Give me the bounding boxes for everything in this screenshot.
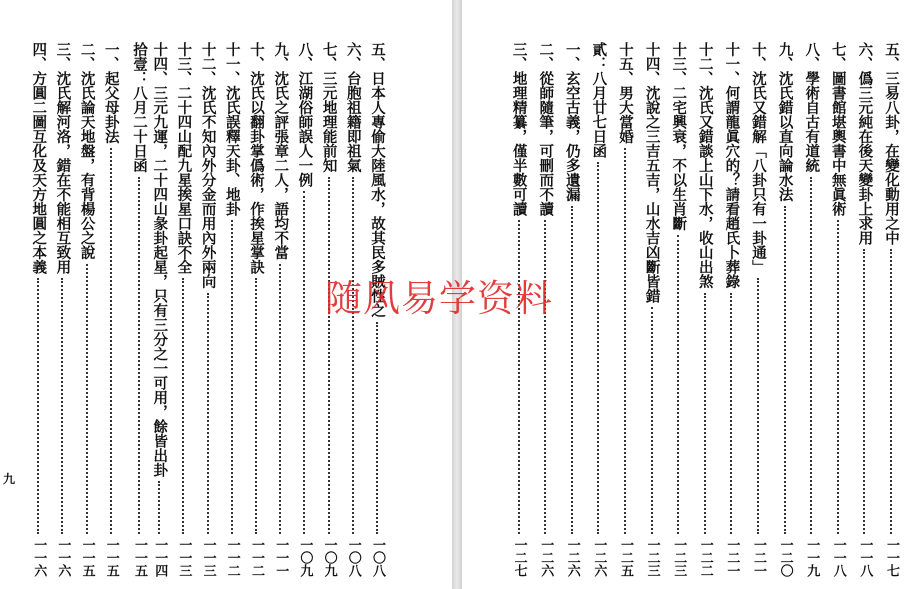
- toc-entry-title: 二、從師隨筆，可刪而不讀: [537, 42, 554, 216]
- toc-entry-title: 十四、三元九運，二十四山彖卦起星，只有三分之一可用，餘皆出卦: [151, 42, 168, 477]
- toc-entry-title: 五、三易八卦，在變化動用之中: [883, 42, 899, 245]
- dot-leader: [677, 235, 679, 534]
- right-toc-entry: [749, 0, 767, 589]
- dot-leader: [279, 264, 281, 534]
- toc-entry-title: 貳：八月廿七日函: [590, 42, 607, 158]
- left-toc-entry: [199, 0, 217, 589]
- toc-entry-page-number: 一一四: [152, 538, 168, 577]
- dot-leader: [704, 293, 706, 534]
- toc-entry-page-number: 一二六: [591, 538, 607, 577]
- dot-leader: [86, 264, 88, 534]
- toc-entry-page-number: 一二三: [671, 538, 687, 577]
- toc-entry-page-number: 一二六: [564, 538, 580, 577]
- toc-entry-title: 八、學術自古有道統: [803, 42, 820, 173]
- toc-entry-title: 八、江湖俗師誤人一例: [296, 42, 313, 187]
- toc-entry-page-number: 一一五: [103, 538, 119, 577]
- dot-leader: [757, 278, 759, 534]
- left-toc-entry: [102, 0, 120, 589]
- dot-leader: [624, 148, 626, 534]
- toc-entry-page-number: 一一七: [884, 538, 899, 577]
- right-toc-entry: [643, 0, 661, 589]
- toc-entry-title: 十一、沈氏誤釋天卦、地卦: [223, 42, 240, 216]
- right-toc-entry: [802, 0, 820, 589]
- toc-entry-title: 十、沈氏又錯解「八卦只有一卦通」: [750, 42, 766, 274]
- dot-leader: [597, 162, 599, 534]
- toc-entry-page-number: 一二六: [538, 538, 554, 577]
- toc-entry-page-number: 一一八: [830, 538, 846, 577]
- toc-entry-title: 十、沈氏以翻卦掌僞術，作挨星掌訣: [248, 42, 264, 274]
- toc-entry-title: 六、台胞祖籍即祖氣: [344, 42, 361, 173]
- left-toc-entry: [295, 0, 313, 589]
- dot-leader: [207, 293, 209, 534]
- toc-entry-title: 一、起父母卦法: [102, 42, 119, 144]
- dot-leader: [110, 148, 112, 534]
- toc-entry-title: 九、沈氏錯以直向論水法: [776, 42, 793, 202]
- toc-entry-title: 九、沈氏之評張章二人，語均不當: [272, 42, 289, 260]
- dot-leader: [651, 307, 653, 534]
- right-toc-entry: [563, 0, 581, 589]
- toc-entry-page-number: 一〇八: [345, 538, 361, 577]
- right-toc-entry: [882, 0, 900, 589]
- dot-leader: [61, 278, 63, 534]
- toc-entry-page-number: 一〇八: [370, 538, 385, 577]
- page-folio-number: 九: [3, 472, 16, 486]
- left-toc-entry: [174, 0, 192, 589]
- toc-entry-title: 三、地理精纂，僅半數可讀: [510, 42, 527, 216]
- toc-entry-title: 四、方圓二圖互化及天方地圓之本義: [30, 42, 47, 274]
- right-toc-entry: [722, 0, 740, 589]
- dot-leader: [730, 293, 732, 534]
- watermark-text: 随风易学资料: [325, 277, 553, 320]
- dot-leader: [37, 278, 39, 534]
- right-toc-entry: [589, 0, 607, 589]
- toc-entry-page-number: 一一六: [55, 538, 71, 577]
- dot-leader: [138, 177, 140, 534]
- dot-leader: [255, 278, 257, 534]
- dot-leader: [303, 191, 305, 534]
- toc-entry-title: 十三、二宅興衰，不以生肖斷: [670, 42, 687, 231]
- dot-leader: [837, 220, 839, 534]
- right-toc-entry: [855, 0, 873, 589]
- toc-entry-title: 拾壹：八月二十日函: [131, 42, 147, 173]
- toc-entry-page-number: 一一三: [176, 538, 192, 577]
- toc-entry-title: 一、玄空古義，仍多遺漏: [563, 42, 580, 202]
- dot-leader: [352, 177, 354, 534]
- toc-entry-page-number: 一二〇: [777, 538, 793, 577]
- toc-entry-title: 七、圖書館堪輿書中無眞術: [829, 42, 846, 216]
- toc-entry-title: 三、沈氏解河洛，錯在不能相互致用: [54, 42, 71, 274]
- toc-entry-page-number: 一一二: [249, 538, 264, 577]
- dot-leader: [182, 278, 184, 534]
- dot-leader: [863, 249, 865, 534]
- dot-leader: [328, 177, 330, 534]
- toc-entry-title: 十三、二十四山配九星挨星口訣不全: [175, 42, 192, 274]
- right-toc-entry: [776, 0, 794, 589]
- dot-leader: [231, 220, 233, 534]
- toc-entry-title: 十五、男大當婚: [617, 42, 633, 144]
- left-toc-entry: [247, 0, 265, 589]
- toc-entry-page-number: 一一五: [132, 538, 147, 577]
- dot-leader: [890, 249, 892, 534]
- toc-entry-page-number: 一二七: [511, 538, 527, 577]
- right-toc-entry: [696, 0, 714, 589]
- dot-leader: [784, 206, 786, 534]
- dot-leader: [571, 206, 573, 534]
- toc-entry-page-number: 一二三: [644, 538, 660, 577]
- toc-entry-title: 十二、沈氏不知內外分金而用內外兩向: [199, 42, 216, 289]
- toc-entry-title: 六、僞三元純在後天變卦上求用: [856, 42, 873, 245]
- toc-entry-page-number: 一一八: [857, 538, 873, 577]
- right-toc-entry: [616, 0, 634, 589]
- toc-entry-page-number: 一〇九: [297, 538, 313, 577]
- toc-entry-title: 二、沈氏論天地盤，有背楊公之說: [78, 42, 95, 260]
- toc-entry-page-number: 一二二: [697, 538, 713, 577]
- toc-entry-page-number: 一一五: [79, 538, 95, 577]
- toc-entry-title: 七、三元地理能前知: [320, 42, 337, 173]
- toc-entry-page-number: 一二一: [751, 538, 766, 577]
- toc-entry-page-number: 一一三: [200, 538, 216, 577]
- toc-entry-page-number: 一一九: [804, 538, 820, 577]
- right-toc-entry: [669, 0, 687, 589]
- toc-entry-title: 十一、何謂龍眞穴的？請看趙氏卜葬錄: [723, 42, 740, 289]
- left-toc-entry: [29, 0, 47, 589]
- left-toc-entry: [53, 0, 71, 589]
- toc-entry-page-number: 一二一: [724, 538, 740, 577]
- left-toc-entry: [271, 0, 289, 589]
- left-toc-entry: [223, 0, 241, 589]
- toc-entry-title: 十四、沈說之三吉五吉，山水吉凶斷皆錯: [643, 42, 660, 303]
- left-toc-entry: [130, 0, 148, 589]
- toc-entry-page-number: 一一一: [273, 538, 289, 577]
- toc-entry-page-number: 一二五: [618, 538, 633, 577]
- toc-entry-page-number: 一一六: [31, 538, 47, 577]
- toc-entry-title: 五、日本人專偷大陸風水，故其民多賊性之: [369, 42, 385, 318]
- left-toc-entry: [150, 0, 168, 589]
- toc-entry-page-number: 一〇九: [321, 538, 337, 577]
- dot-leader: [376, 322, 378, 534]
- dot-leader: [810, 177, 812, 534]
- dot-leader: [158, 481, 160, 534]
- toc-entry-page-number: 一一二: [224, 538, 240, 577]
- right-toc-entry: [829, 0, 847, 589]
- left-toc-entry: [78, 0, 96, 589]
- toc-entry-title: 十二、沈氏又錯談上山下水，收山出煞: [696, 42, 713, 289]
